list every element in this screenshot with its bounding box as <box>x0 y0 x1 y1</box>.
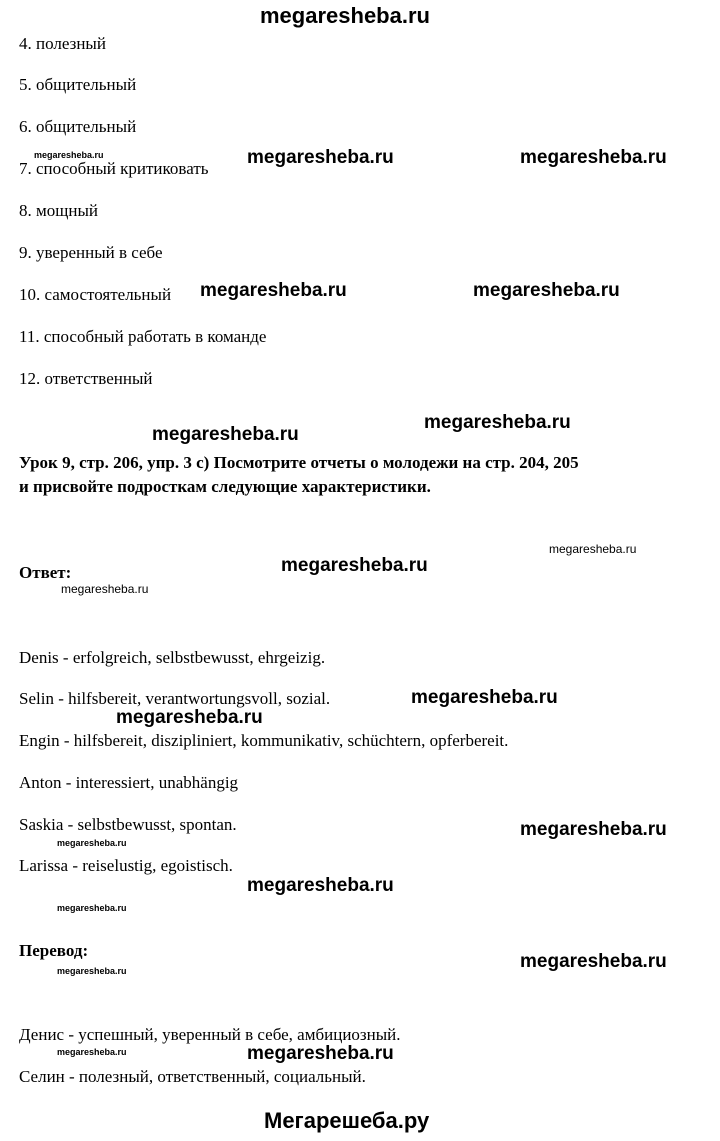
list-item: 12. ответственный <box>19 369 153 388</box>
watermark: megaresheba.ru <box>200 280 347 301</box>
watermark: megaresheba.ru <box>34 150 104 160</box>
task-heading <box>19 451 719 499</box>
list-item: 10. самостоятельный <box>19 285 172 304</box>
answer-line: Larissa - reiselustig, egoistisch. <box>19 856 233 875</box>
translation-label: Перевод: <box>19 941 89 960</box>
answer-line: Selin - hilfsbereit, verantwortungsvoll, sozial. <box>19 689 331 708</box>
task-heading-line: и присвойте подросткам следующие характеристики. <box>19 477 431 496</box>
watermark: megaresheba.ru <box>57 1047 127 1057</box>
watermark: megaresheba.ru <box>520 147 667 168</box>
watermark: megaresheba.ru <box>411 687 558 708</box>
watermark: megaresheba.ru <box>281 555 428 576</box>
footer-watermark: Мегарешеба.ру <box>264 1108 430 1133</box>
watermark: megaresheba.ru <box>61 582 149 596</box>
answer-line: Anton - interessiert, unabhängig <box>19 773 239 792</box>
watermark: megaresheba.ru <box>152 424 299 445</box>
list-item: 5. общительный <box>19 75 137 94</box>
translation-line: Денис - успешный, уверенный в себе, амбициозный. <box>19 1025 401 1044</box>
list-item: 11. способный работать в команде <box>19 327 267 346</box>
translation-line: Селин - полезный, ответственный, социальный. <box>19 1067 366 1086</box>
watermark: megaresheba.ru <box>247 875 394 896</box>
watermark: megaresheba.ru <box>247 147 394 168</box>
list-item: 8. мощный <box>19 201 98 220</box>
watermark: megaresheba.ru <box>57 838 127 848</box>
watermark: megaresheba.ru <box>57 966 127 976</box>
list-item: 7. способный критиковать <box>19 159 209 178</box>
watermark: megaresheba.ru <box>247 1043 394 1064</box>
watermark: megaresheba.ru <box>520 819 667 840</box>
header-watermark: megaresheba.ru <box>260 3 430 28</box>
answer-line: Saskia - selbstbewusst, spontan. <box>19 815 237 834</box>
answer-label: Ответ: <box>19 563 72 582</box>
list-item: 9. уверенный в себе <box>19 243 163 262</box>
watermark: megaresheba.ru <box>57 903 127 913</box>
watermark: megaresheba.ru <box>424 412 571 433</box>
answer-line: Denis - erfolgreich, selbstbewusst, ehrgeizig. <box>19 648 326 667</box>
list-item: 4. полезный <box>19 34 106 53</box>
watermark: megaresheba.ru <box>520 951 667 972</box>
watermark: megaresheba.ru <box>473 280 620 301</box>
watermark: megaresheba.ru <box>549 542 637 556</box>
watermark: megaresheba.ru <box>116 707 263 728</box>
answer-line: Engin - hilfsbereit, diszipliniert, kommunikativ, schüchtern, opferbereit. <box>19 731 509 750</box>
task-heading-line: Урок 9, стр. 206, упр. 3 с) Посмотрите отчеты о молодежи на стр. 204, 205 <box>19 453 579 472</box>
list-item: 6. общительный <box>19 117 137 136</box>
